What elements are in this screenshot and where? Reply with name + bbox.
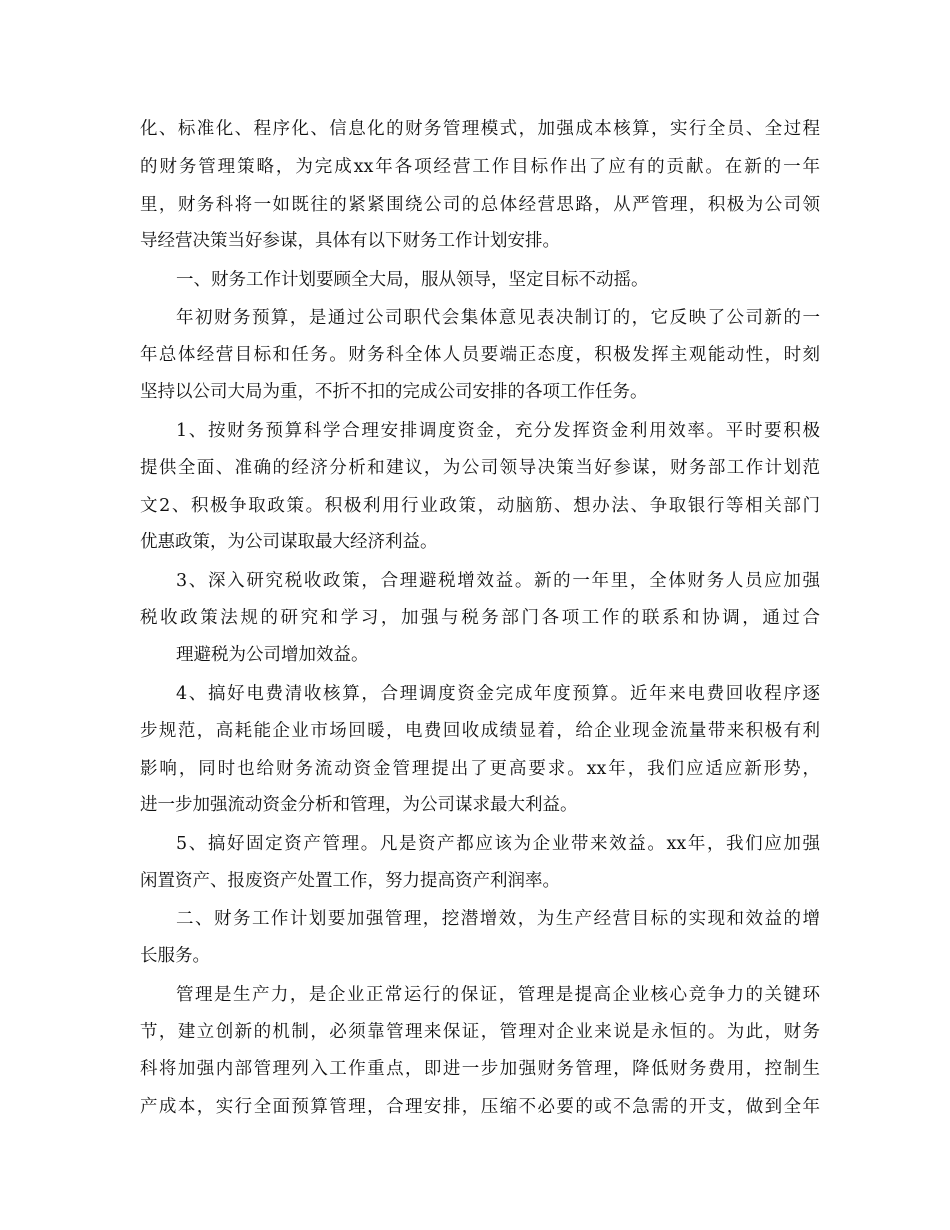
text-line: 坚持以公司大局为重，不折不扣的完成公司安排的各项工作任务。 <box>140 382 648 402</box>
text-line: 理避税为公司增加效益。 <box>176 645 369 665</box>
text-line: 里，财务科将一如既往的紧紧围绕公司的总体经营思路，从严管理，积极为公司领 <box>140 195 820 215</box>
text-line: 的财务管理策略，为完成xx年各项经营工作目标作出了应有的贡献。在新的一年 <box>140 157 820 177</box>
text-line: 1、按财务预算科学合理安排调度资金，充分发挥资金利用效率。平时要积极 <box>176 421 820 441</box>
text-line: 年总体经营目标和任务。财务科全体人员要端正态度，积极发挥主观能动性，时刻 <box>140 345 820 365</box>
text-line: 化、标准化、程序化、信息化的财务管理模式，加强成本核算，实行全员、全过程 <box>140 119 820 139</box>
text-line: 文2、积极争取政策。积极利用行业政策，动脑筋、想办法、争取银行等相关部门 <box>140 496 820 516</box>
text-line: 进一步加强流动资金分析和管理，为公司谋求最大利益。 <box>140 795 578 815</box>
text-line: 节，建立创新的机制，必须靠管理来保证，管理对企业来说是永恒的。为此，财务 <box>140 1022 820 1042</box>
section-heading: 长服务。 <box>140 946 210 966</box>
text-line: 科将加强内部管理列入工作重点，即进一步加强财务管理，降低财务费用，控制生 <box>140 1059 820 1079</box>
text-line: 税收政策法规的研究和学习，加强与税务部门各项工作的联系和协调，通过合 <box>140 608 820 628</box>
text-line: 步规范，高耗能企业市场回暖，电费回收成绩显着，给企业现金流量带来积极有利 <box>140 721 820 741</box>
section-heading: 二、财务工作计划要加强管理，挖潜增效，为生产经营目标的实现和效益的增 <box>176 909 820 929</box>
text-line: 提供全面、准确的经济分析和建议，为公司领导决策当好参谋，财务部工作计划范 <box>140 458 820 478</box>
text-line: 产成本，实行全面预算管理，合理安排，压缩不必要的或不急需的开支，做到全年 <box>140 1097 820 1117</box>
text-line: 导经营决策当好参谋，具体有以下财务工作计划安排。 <box>140 231 560 251</box>
text-line: 3、深入研究税收政策，合理避税增效益。新的一年里，全体财务人员应加强 <box>176 571 820 591</box>
text-line: 4、搞好电费清收核算，合理调度资金完成年度预算。近年来电费回收程序逐 <box>176 684 820 704</box>
text-line: 年初财务预算，是通过公司职代会集体意见表决制订的，它反映了公司新的一 <box>176 308 820 328</box>
text-line: 管理是生产力，是企业正常运行的保证，管理是提高企业核心竞争力的关键环 <box>176 985 820 1005</box>
text-line: 影响，同时也给财务流动资金管理提出了更高要求。xx年，我们应适应新形势， <box>140 759 820 779</box>
text-line: 5、搞好固定资产管理。凡是资产都应该为企业带来效益。xx年，我们应加强 <box>176 834 820 854</box>
text-line: 闲置资产、报废资产处置工作，努力提高资产利润率。 <box>140 871 560 891</box>
text-line: 优惠政策，为公司谋取最大经济利益。 <box>140 532 438 552</box>
section-heading: 一、财务工作计划要顾全大局，服从领导，坚定目标不动摇。 <box>176 270 649 290</box>
